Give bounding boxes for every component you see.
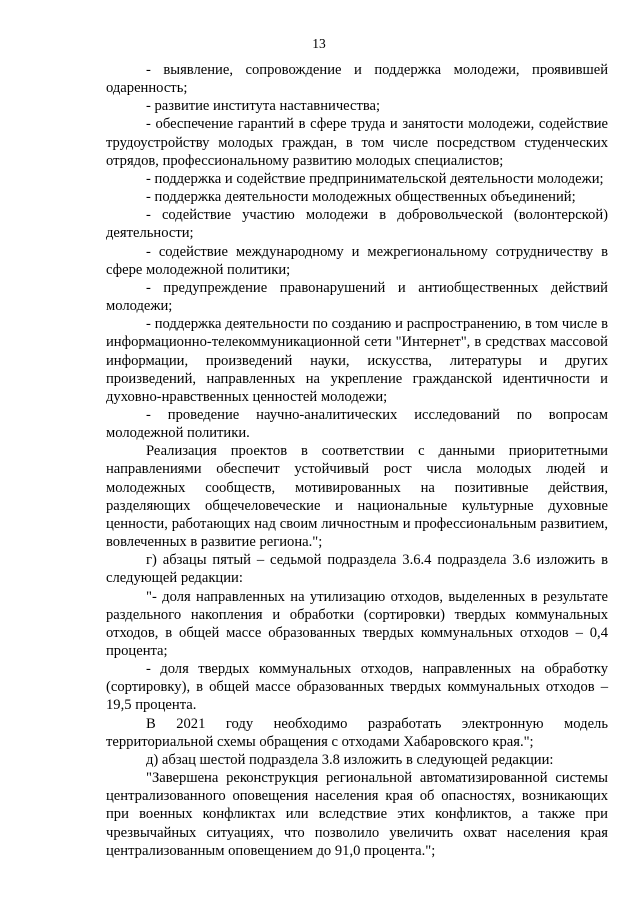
paragraph-quoted-text: "- доля направленных на утилизацию отходов, выделенных в результате раздельного накопления и обработки (сортировки) твердых коммунальных отходов, в общей массе образованных твердых коммунальных отходов – 0,4 процента; [106, 588, 608, 659]
paragraph-text: Реализация проектов в соответствии с данными приоритетными направлениями обеспечит устойчивый рост числа молодых людей и молодежных сообществ, мотивированных на позитивные действия, разделяющих общечеловеческие и национальные культурные духовные ценности, работающих над своим личностным и профессиональным развитием, вовлеченных в развитие региона."; [106, 443, 608, 551]
paragraph-quoted-text: "Завершена реконструкция региональной автоматизированной системы централизованного оповещения населения края об опасностях, возникающих при военных конфликтах или вследствие этих конфликтов, а также при чрезвычайных ситуациях, что позволило увеличить охват населения края централизованным оповещением до 91,0 процента."; [106, 770, 608, 859]
paragraph-quoted-text: - доля твердых коммунальных отходов, направленных на обработку (сортировку), в общей массе образованных твердых коммунальных отходов – 19,5 процента. [106, 661, 608, 714]
page-number: 13 [312, 36, 326, 51]
paragraph-list-item: - содействие международному и межрегиональному сотрудничеству в сфере молодежной политики; [106, 243, 608, 278]
paragraph-list-item: - выявление, сопровождение и поддержка молодежи, проявившей одаренность; [106, 62, 608, 97]
paragraph-list-item: - поддержка и содействие предпринимательской деятельности молодежи; [146, 170, 604, 187]
paragraph-amendment-g: г) абзацы пятый – седьмой подраздела 3.6.4 подраздела 3.6 изложить в следующей редакции: [106, 552, 608, 587]
paragraph-list-item: - поддержка деятельности по созданию и распространению, в том числе в информационно-телекоммуникационной сети "Интернет", в средствах массовой информации, произведений науки, искусства, литературы и других произведений, направленных на укрепление гражданской идентичности и духовно-нравственных ценностей молодежи; [106, 316, 608, 405]
paragraph-list-item: - содействие участию молодежи в добровольческой (волонтерской) деятельности; [106, 207, 608, 242]
paragraph-list-item: - проведение научно-аналитических исследований по вопросам молодежной политики. [106, 406, 608, 442]
paragraph-list-item: - предупреждение правонарушений и антиобщественных действий молодежи; [106, 279, 608, 315]
paragraph-quoted-text: В 2021 году необходимо разработать электронную модель территориальной схемы обращения с отходами Хабаровского края."; [106, 715, 608, 750]
paragraph-amendment-d: д) абзац шестой подраздела 3.8 изложить в следующей редакции: [146, 751, 554, 768]
paragraph-list-item: - развитие института наставничества; [146, 98, 381, 115]
paragraph-list-item: - обеспечение гарантий в сфере труда и занятости молодежи, содействие трудоустройству молодых граждан, в том числе посредством студенческих отрядов, профессиональному развитию молодых специалистов; [106, 116, 608, 169]
paragraph-list-item: - поддержка деятельности молодежных общественных объединений; [146, 189, 576, 206]
document-body [106, 61, 608, 860]
